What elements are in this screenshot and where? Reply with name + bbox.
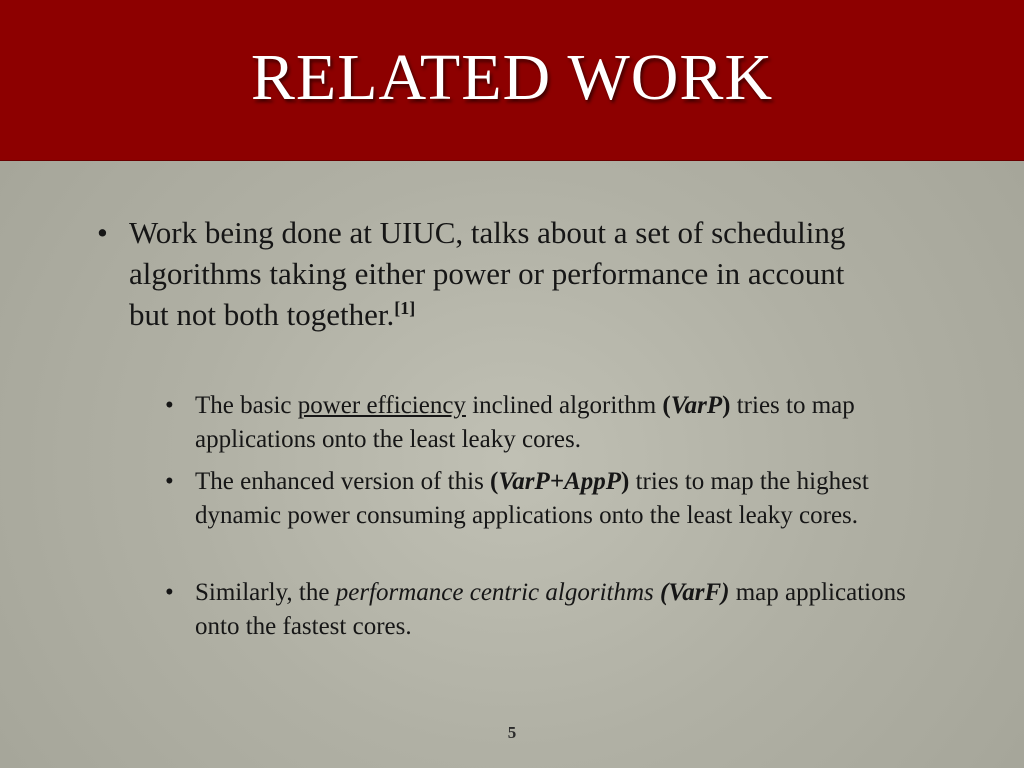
sub-bullet-text bbox=[195, 389, 925, 457]
algorithm-name: VarP+AppP bbox=[498, 468, 621, 495]
text-run: Similarly, the bbox=[195, 579, 336, 606]
sub-bullet-marker: • bbox=[165, 392, 174, 419]
paren-close: ) bbox=[722, 392, 731, 419]
page-number: 5 bbox=[507, 723, 517, 742]
text-run: The basic bbox=[195, 392, 298, 419]
sub-bullet-varf bbox=[165, 576, 925, 644]
sub-bullet-marker: • bbox=[165, 579, 174, 606]
bullet-main-text: Work being done at UIUC, talks about a set of scheduling algorithms taking either power or performance in account but not both together. bbox=[129, 215, 846, 332]
reference-marker: [1] bbox=[394, 298, 416, 318]
bullet-text bbox=[129, 212, 857, 335]
slide-title: RELATED WORK bbox=[250, 41, 774, 114]
sub-bullet-text bbox=[195, 465, 925, 533]
paren-open: ( bbox=[662, 392, 671, 419]
text-run: tries to map applications onto the least leaky cores. bbox=[195, 392, 855, 453]
sub-bullet-varp-appp bbox=[165, 465, 925, 533]
bullet-marker: • bbox=[97, 215, 108, 250]
paren-open: ( bbox=[490, 468, 499, 495]
paren-close: ) bbox=[620, 468, 630, 495]
sub-bullet-marker: • bbox=[165, 468, 174, 495]
sub-bullet-text bbox=[195, 576, 925, 644]
algorithm-name: (VarF) bbox=[660, 579, 730, 606]
power-efficiency-link[interactable]: power efficiency bbox=[297, 392, 466, 419]
algorithm-name: VarP bbox=[670, 392, 723, 419]
sub-bullet-varp bbox=[165, 389, 925, 457]
italic-phrase: performance centric algorithms bbox=[335, 579, 654, 606]
text-run: map applications onto the fastest cores. bbox=[195, 579, 906, 640]
text-run: inclined algorithm bbox=[465, 392, 663, 419]
bullet-uiuc-work bbox=[97, 212, 857, 335]
text-run: The enhanced version of this bbox=[195, 468, 491, 495]
text-run: tries to map the highest dynamic power consuming applications onto the least leaky cores. bbox=[195, 468, 869, 529]
